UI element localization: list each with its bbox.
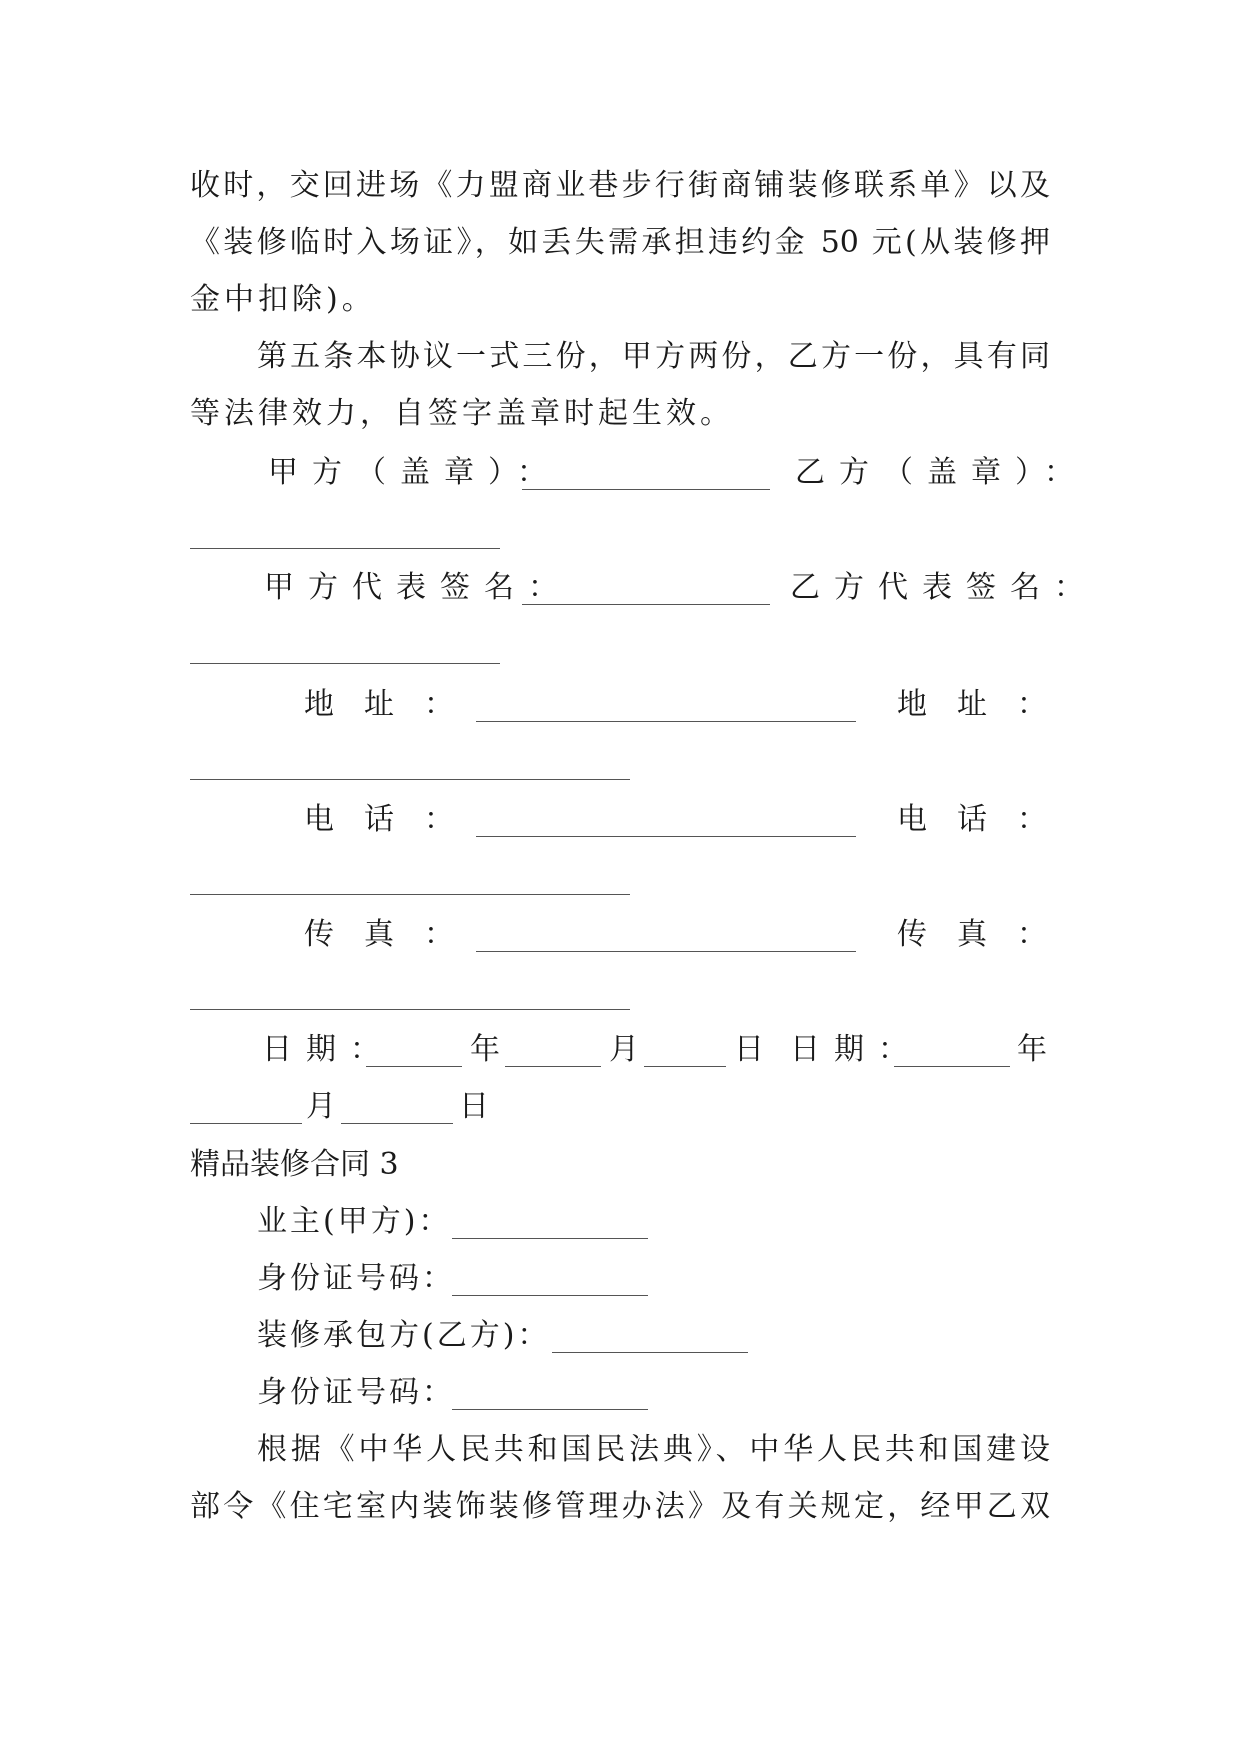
article5-line: 等法律效力，自签字盖章时起生效。 (190, 396, 734, 431)
address-b-label: 地址： (897, 687, 1077, 722)
party-a-rep-label: 甲方代表签名： (264, 570, 572, 605)
party-b-seal-blank[interactable] (190, 548, 500, 549)
date-b-day-blank[interactable] (341, 1123, 453, 1124)
phone-b-label: 电话： (897, 802, 1077, 837)
contractor-label: 装修承包方(乙方)： (257, 1318, 551, 1353)
date-b-month-blank[interactable] (190, 1123, 302, 1124)
party-b-seal-label: 乙方（盖章）： (795, 455, 1088, 490)
owner-label: 业主(甲方)： (257, 1204, 452, 1239)
id-number-label: 身份证号码： (257, 1375, 455, 1410)
party-b-rep-label: 乙方代表签名： (790, 570, 1098, 605)
basis-line: 根据《中华人民共和国民法典》、中华人民共和国建设 (257, 1432, 1050, 1467)
date-b-month-unit: 月 (306, 1089, 336, 1124)
address-a-label: 地址： (304, 687, 484, 722)
fax-a-label: 传真： (304, 917, 484, 952)
date-a-month-blank[interactable] (505, 1066, 601, 1067)
party-a-seal-blank[interactable] (522, 489, 770, 490)
basis-line: 部令《住宅室内装饰装修管理办法》及有关规定，经甲乙双 (190, 1489, 1050, 1524)
date-b-year-blank[interactable] (894, 1066, 1010, 1067)
id-number-blank[interactable] (452, 1295, 648, 1296)
phone-a-blank[interactable] (476, 836, 856, 837)
fax-b-blank[interactable] (190, 1009, 630, 1010)
paragraph-line: 金中扣除)。 (190, 282, 376, 317)
id-number-label: 身份证号码： (257, 1261, 455, 1296)
contractor-blank[interactable] (552, 1352, 748, 1353)
date-a-label: 日期： (262, 1032, 394, 1067)
address-a-blank[interactable] (476, 721, 856, 722)
id-number-blank[interactable] (452, 1409, 648, 1410)
article5-line: 第五条本协议一式三份，甲方两份，乙方一份，具有同 (257, 339, 1050, 374)
fax-a-blank[interactable] (476, 951, 856, 952)
paragraph-line: 收时，交回进场《力盟商业巷步行街商铺装修联系单》以及 (190, 168, 1050, 203)
fax-b-label: 传真： (897, 917, 1077, 952)
phone-a-label: 电话： (304, 802, 484, 837)
party-a-rep-blank[interactable] (522, 604, 770, 605)
owner-blank[interactable] (452, 1238, 648, 1239)
date-b-day-unit: 日 (459, 1089, 489, 1124)
contract-title: 精品装修合同 3 (190, 1147, 399, 1182)
date-a-day-unit: 日 (734, 1032, 764, 1067)
address-b-blank[interactable] (190, 779, 630, 780)
date-b-label: 日期： (790, 1032, 922, 1067)
paragraph-line: 《装修临时入场证》，如丢失需承担违约金 50 元(从装修押 (190, 225, 1050, 260)
party-b-rep-blank[interactable] (190, 663, 500, 664)
date-a-year-blank[interactable] (366, 1066, 462, 1067)
date-a-month-unit: 月 (609, 1032, 639, 1067)
phone-b-blank[interactable] (190, 894, 630, 895)
date-b-year-unit: 年 (1017, 1032, 1047, 1067)
date-a-day-blank[interactable] (644, 1066, 726, 1067)
party-a-seal-label: 甲方（盖章）： (268, 455, 561, 490)
date-a-year-unit: 年 (470, 1032, 500, 1067)
